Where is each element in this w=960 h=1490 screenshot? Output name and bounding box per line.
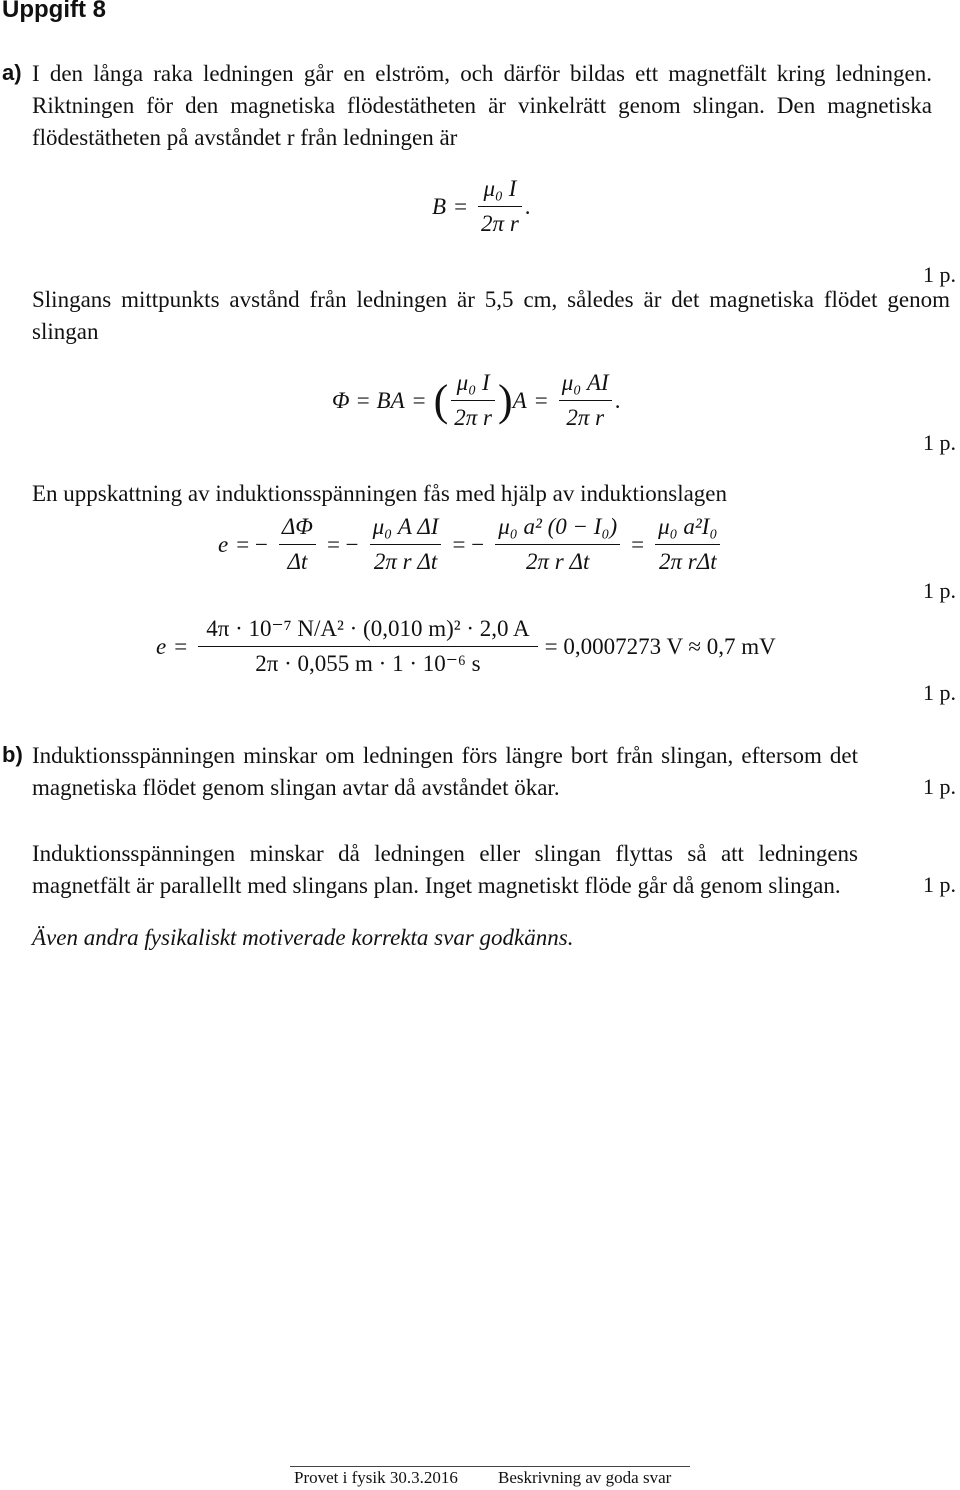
eq3-f1-denominator: Δt xyxy=(287,549,308,574)
eq1-denominator: 2π r xyxy=(481,211,519,236)
points-3: 1 p. xyxy=(923,578,956,603)
eq1-end: . xyxy=(524,193,531,219)
eq2-mid: A xyxy=(512,387,527,413)
eq4-denominator: 2π · 0,055 m · 1 · 10⁻⁶ s xyxy=(255,651,481,676)
part-b-label: b) xyxy=(2,742,23,767)
footer-left: Provet i fysik 30.3.2016 xyxy=(294,1468,458,1487)
eq3-f3-denominator: 2π r Δt xyxy=(525,549,590,574)
equation-numeric: e = $\frac{\text{4π · 10⁻⁷ N/A² · (0,010 m)² · 2,0 A}}{\text{2π · 0,055 m · 1 · 10⁻⁶ s}}$ = 0,0007273 V ≈ 0,7 mV xyxy=(156,612,776,681)
eq1-lhs: B xyxy=(432,193,447,219)
eq4-result: = 0,0007273 V ≈ 0,7 mV xyxy=(544,633,776,659)
eq4-lhs: e xyxy=(156,633,167,659)
eq2-denominator-2: 2π r xyxy=(566,405,605,430)
part-b-text-2: Induktionsspänningen minskar då ledningen eller slingan flyttas så att ledningens magnetfält är parallellt med slingans plan. Inget magnetiskt flöde går då genom slingan. xyxy=(32,841,858,898)
eq3-lhs: e xyxy=(218,531,229,557)
part-b-text-1: Induktionsspänningen minskar om ledningen förs längre bort från slingan, eftersom det magnetiska flödet genom slingan avtar då avståndet ökar. xyxy=(32,743,858,800)
eq3-f4-numerator: μ₀ a²I₀ xyxy=(655,510,720,545)
eq2-end: . xyxy=(614,387,621,413)
equation-b-field: B = $\frac{\text{μ₀ I}}{\text{2π r}}$ . xyxy=(432,172,531,241)
grading-note: Även andra fysikaliskt motiverade korrekta svar godkänns. xyxy=(32,925,574,950)
eq3-f2-denominator: 2π r Δt xyxy=(373,549,438,574)
eq2-numerator-2: μ₀ AI xyxy=(559,366,612,401)
eq3-f1-numerator: ΔΦ xyxy=(279,510,316,545)
eq1-numerator: μ₀ I xyxy=(478,172,522,207)
equation-induction-law: e = − $\frac{\Delta\Phi}{\Delta t}$ = − $\frac{\text{μ₀ A ΔI}}{\text{2π r Δt}}$ = − $\frac{\text{μ₀ a² (0 − I₀)}}{\text{2π r Δt}}$ = $\frac{\text{μ₀ a²I₀}}{\text{2π rΔt}}$ xyxy=(218,510,723,579)
part-a-text-2: Slingans mittpunkts avstånd från ledningen är 5,5 cm, således är det magnetiska flödet genom slingan xyxy=(32,287,950,344)
eq3-f3-numerator: μ₀ a² (0 − I₀) xyxy=(495,510,620,545)
eq2-lhs: Φ = BA xyxy=(332,387,405,413)
eq4-numerator: 4π · 10⁻⁷ N/A² · (0,010 m)² · 2,0 A xyxy=(198,612,537,647)
part-a-text-1: I den långa raka ledningen går en elström, och därför bildas ett magnetfält kring ledningen. Riktningen för den magnetiska flödestätheten är vinkelrätt genom slingan. Den magnetiska flödestätheten på avståndet r från ledningen är xyxy=(32,61,932,150)
part-a-text-3: En uppskattning av induktionsspänningen fås med hjälp av induktionslagen xyxy=(32,481,728,506)
points-2: 1 p. xyxy=(923,430,956,455)
points-1: 1 p. xyxy=(923,262,956,287)
points-4: 1 p. xyxy=(923,680,956,705)
equation-flux: Φ = BA = ( $\frac{\text{μ₀ I}}{\text{2π r}}$ ) A = $\frac{\text{μ₀ AI}}{\text{2π r}}$ . xyxy=(332,366,620,435)
footer-divider xyxy=(290,1466,690,1467)
eq3-f4-denominator: 2π rΔt xyxy=(658,549,717,574)
eq3-f2-numerator: μ₀ A ΔI xyxy=(370,510,442,545)
points-5: 1 p. xyxy=(923,774,956,799)
footer-right: Beskrivning av goda svar xyxy=(498,1468,672,1487)
eq2-denominator-1: 2π r xyxy=(454,405,493,430)
points-6: 1 p. xyxy=(923,872,956,897)
eq2-numerator-1: μ₀ I xyxy=(451,366,495,401)
page-title: Uppgift 8 xyxy=(2,0,106,23)
part-a-label: a) xyxy=(2,60,22,85)
